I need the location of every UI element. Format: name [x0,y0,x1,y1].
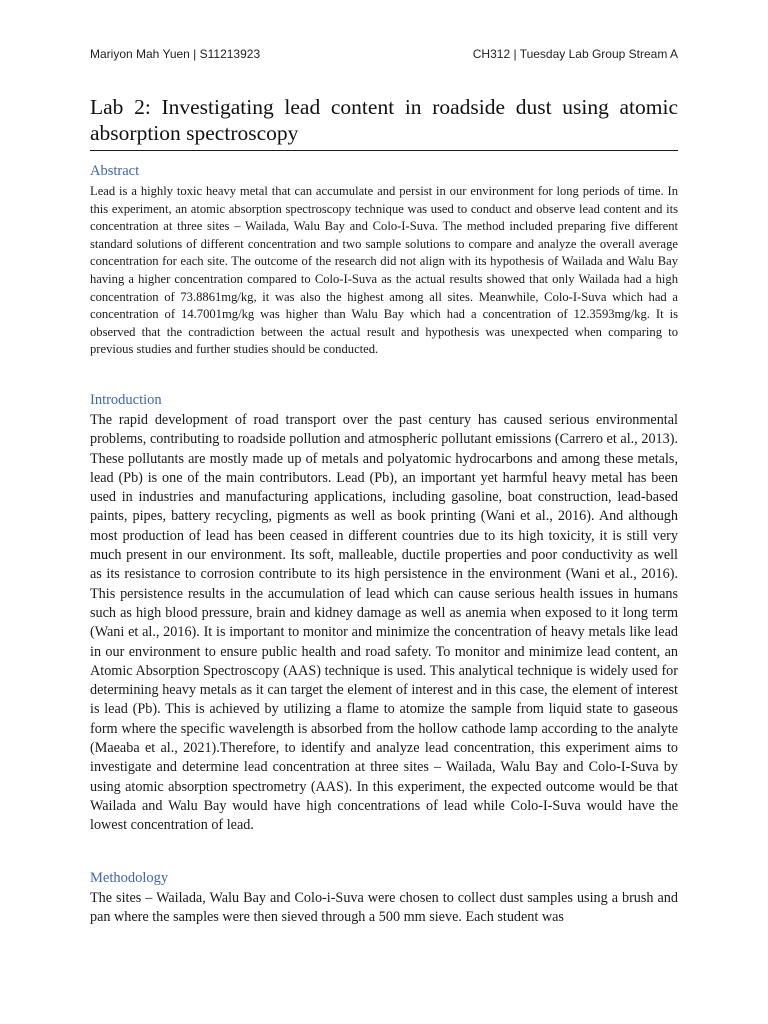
page-header [90,47,678,61]
methodology-heading: Methodology [90,870,169,886]
author-id: Mariyon Mah Yuen | S11213923 [90,47,261,61]
introduction-heading: Introduction [90,392,162,408]
methodology-body: The sites – Wailada, Walu Bay and Colo-i-Suva were chosen to collect dust samples using a brush and pan where the samples were then sieved through a 500 mm sieve. Each student was [90,890,678,926]
course-info: CH312 | Tuesday Lab Group Stream A [472,47,678,61]
document-title: Lab 2: Investigating lead content in roadside dust using atomic absorption spectroscopy [90,94,678,151]
abstract-body: Lead is a highly toxic heavy metal that can accumulate and persist in our environment for long periods of time. In this experiment, an atomic absorption spectroscopy technique was used to conduct and observe lead content and its concentration at three sites – Wailada, Walu Bay and Colo-I-Suva. The method included preparing five different standard solutions of different concentration and two sample solutions to compare and analyze the overall average concentration for each site. The outcome of the research did not align with its hypothesis of Wailada and Walu Bay having a higher concentration compared to Colo-I-Suva as the actual results showed that only Wailada had a high concentration of 73.8861mg/kg, it was also the highest among all sites. Meanwhile, Colo-I-Suva which had a concentration of 14.7001mg/kg was higher than Walu Bay which had a concentration of 12.3593mg/kg. It is observed that the contradiction between the actual result and hypothesis was unexpected when comparing to previous studies and further studies should be conducted. [90,184,678,357]
introduction-body: The rapid development of road transport over the past century has caused serious environmental problems, contributing to roadside pollution and atmospheric pollutant emissions (Carrero et al., 2013). These pollutants are mostly made up of metals and polyatomic hydrocarbons and among these metals, lead (Pb) is one of the main contributors. Lead (Pb), an important yet harmful heavy metal has been used in industries and manufacturing applications, including gasoline, boat construction, lead-based paints, pipes, battery recycling, pigments as well as book printing (Wani et al., 2016). And although most production of lead has been ceased in different countries due to its high toxicity, it is still very much present in our environment. Its soft, malleable, ductile properties and poor conductivity as well as its resistance to corrosion contribute to its high persistence in the environment (Wani et al., 2016). This persistence results in the accumulation of lead which can cause serious health issues in humans such as high blood pressure, brain and kidney damage as well as anemia when exposed to it long term (Wani et al., 2016). It is important to monitor and minimize the concentration of heavy metals like lead in our environment to ensure public health and road safety. To monitor and minimize lead content, an Atomic Absorption Spectroscopy (AAS) technique is used. This analytical technique is widely used for determining heavy metals as it can target the element of interest and in this case, the element of interest is lead (Pb). This is achieved by utilizing a flame to atomize the sample from liquid state to gaseous form where the specific wavelength is absorbed from the hollow cathode lamp according to the analyte (Maeaba et al., 2021).Therefore, to identify and analyze lead concentration, this experiment aims to investigate and determine lead concentration at three sites – Wailada, Walu Bay and Colo-I-Suva by using atomic absorption spectrometry (AAS). In this experiment, the expected outcome would be that Wailada and Walu Bay would have high concentrations of lead while Colo-I-Suva would have the lowest concentration of lead. [90,412,678,834]
abstract-heading: Abstract [90,163,140,179]
